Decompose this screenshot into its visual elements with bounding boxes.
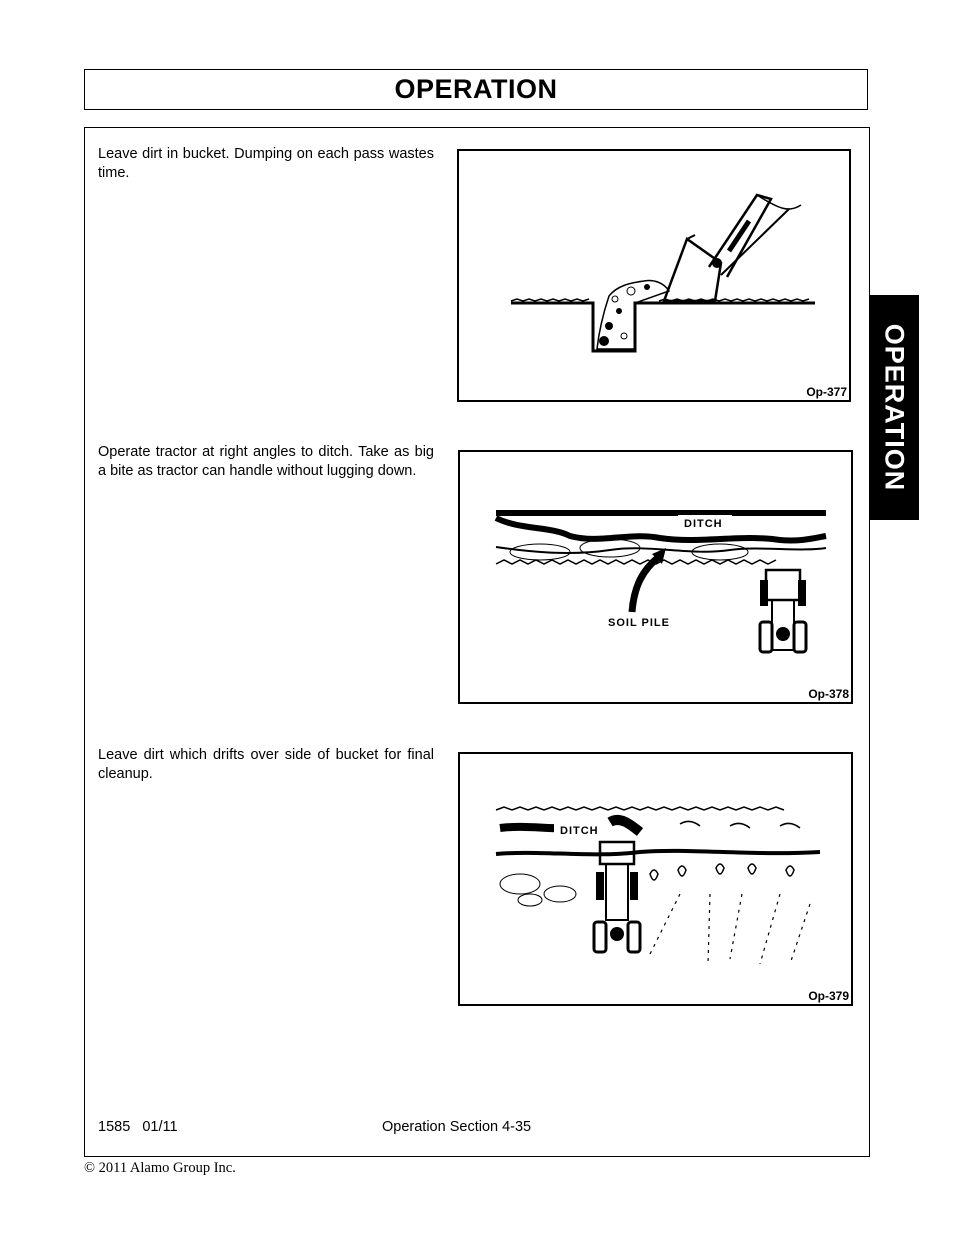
- copyright-notice: © 2011 Alamo Group Inc.: [84, 1160, 236, 1176]
- final-cleanup-illustration: [460, 754, 851, 1004]
- instruction-text-1: Leave dirt in bucket. Dumping on each pass wastes time.: [98, 146, 434, 181]
- figure-label: Op-378: [808, 687, 849, 701]
- ditch-soil-pile-illustration: [460, 452, 851, 702]
- figure-op-379: [458, 752, 853, 1006]
- instruction-text-2: Operate tractor at right angles to ditch. Take as big a bite as tractor can handle without lugging down.: [98, 444, 434, 479]
- footer-section: Operation Section 4-35: [382, 1119, 532, 1135]
- section-side-tab: [869, 295, 919, 520]
- page-title: OPERATION: [394, 74, 558, 104]
- soil-pile-callout: SOIL PILE: [608, 617, 670, 629]
- loader-bucket-illustration: [459, 151, 849, 400]
- figure-op-377: [457, 149, 851, 402]
- figure-op-378: [458, 450, 853, 704]
- instruction-text-3: Leave dirt which drifts over side of bucket for final cleanup.: [98, 747, 434, 782]
- ditch-callout: DITCH: [684, 518, 723, 530]
- footer-model-date: 1585 01/11: [98, 1119, 178, 1135]
- page-header: [84, 69, 868, 110]
- ditch-callout: DITCH: [560, 825, 599, 837]
- figure-label: Op-377: [806, 385, 847, 399]
- side-tab-label: OPERATION: [879, 323, 910, 492]
- figure-label: Op-379: [808, 989, 849, 1003]
